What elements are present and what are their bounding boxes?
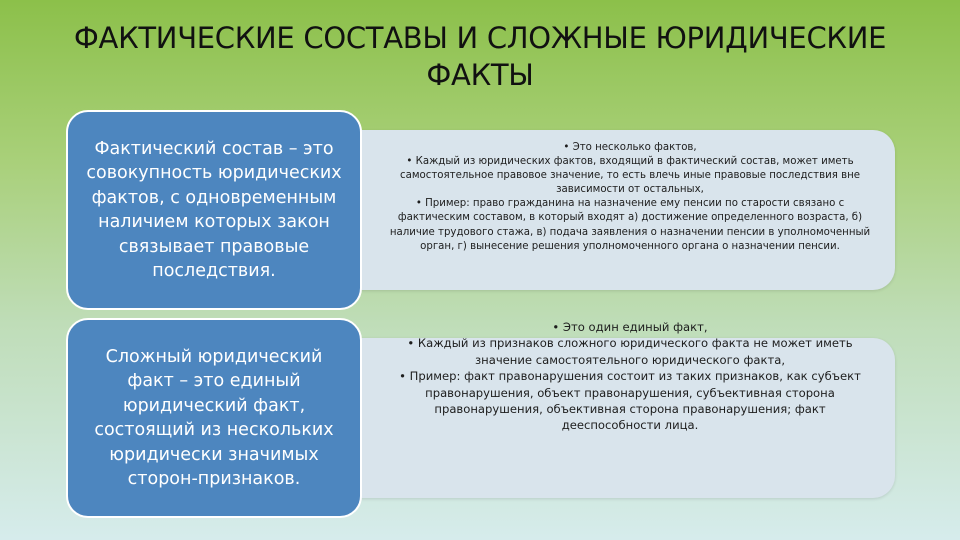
bullet-item: • Пример: право гражданина на назначение ему пенсии по старости связано с фактическим составом, в который входят а) достижение определенного возраста, б) наличие трудового стажа, в) подача заявления о назначении пенсии в уполномоченный орган, г) вынесение решения уполномоченного органа о назначении пенсии. <box>389 198 871 252</box>
bullet-item: • Каждый из юридических фактов, входящий в фактический состав, может иметь самостоятельное правовое значение, то есть влечь иные правовые последствия вне зависимости от остальных, <box>399 156 861 196</box>
slide-title: ФАКТИЧЕСКИЕ СОСТАВЫ И СЛОЖНЫЕ ЮРИДИЧЕСКИЕ ФАКТЫ <box>73 21 887 92</box>
bullet-item: • Пример: факт правонарушения состоит из таких признаков, как субъект правонарушения, объект правонарушения, субъективная сторона правонарушения, объективная сторона правонарушения; факт дееспособности лица. <box>399 369 861 433</box>
definition-box-2 <box>66 318 362 518</box>
bullet-item: • Это один единый факт, <box>552 320 708 334</box>
bullet-list-2 <box>385 319 875 434</box>
definition-text: Сложный юридический факт – это единый юридический факт, состоящий из нескольких юридически значимых сторон-признаков. <box>94 346 334 489</box>
definition-text: Фактический состав – это совокупность юридических фактов, с одновременным наличием которых закон связывает правовые последствия. <box>86 138 342 281</box>
bullet-item: • Это несколько фактов, <box>563 142 697 153</box>
definition-box-1 <box>66 110 362 310</box>
bullet-list-1 <box>385 141 875 254</box>
bullet-item: • Каждый из признаков сложного юридического факта не может иметь значение самостоятельного юридического факта, <box>407 336 853 367</box>
